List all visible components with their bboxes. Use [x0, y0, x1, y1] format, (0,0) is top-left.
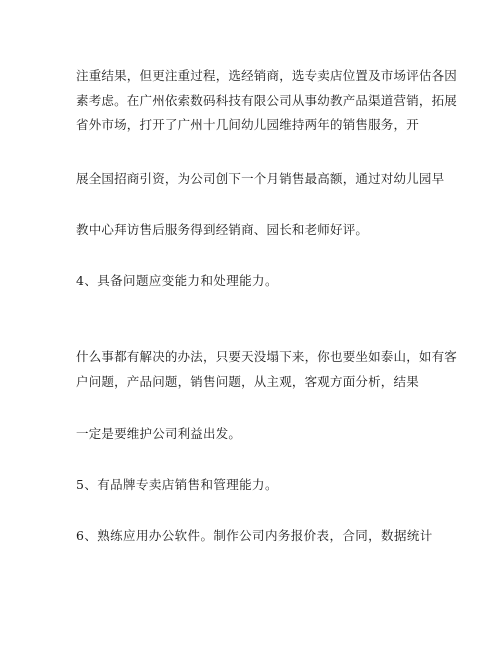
- section-heading-4: 4、具备问题应变能力和处理能力。: [76, 273, 278, 288]
- paragraph-line: 教中心拜访售后服务得到经销商、园长和老师好评。: [76, 222, 369, 237]
- section-heading-6: 6、熟练应用办公软件。制作公司内务报价表，合同，数据统计: [76, 528, 433, 543]
- paragraph-line: 什么事都有解决的办法，只要天没塌下来，你也要坐如泰山，如有客: [76, 349, 458, 364]
- paragraph-line: 素考虑。在广州依索数码科技有限公司从事幼教产品渠道营销，拓展: [76, 93, 458, 108]
- paragraph-line: 注重结果，但更注重过程，选经销商，选专卖店位置及市场评估各因: [76, 68, 458, 83]
- paragraph-line: 省外市场，打开了广州十几间幼儿园维持两年的销售服务，开: [76, 117, 419, 132]
- paragraph-line: 户问题，产品问题，销售问题，从主观，客观方面分析，结果: [76, 374, 419, 389]
- paragraph-line: 一定是要维护公司利益出发。: [76, 426, 242, 441]
- section-heading-5: 5、有品牌专卖店销售和管理能力。: [76, 477, 278, 492]
- paragraph-line: 展全国招商引资，为公司创下一个月销售最高额，通过对幼儿园早: [76, 171, 445, 186]
